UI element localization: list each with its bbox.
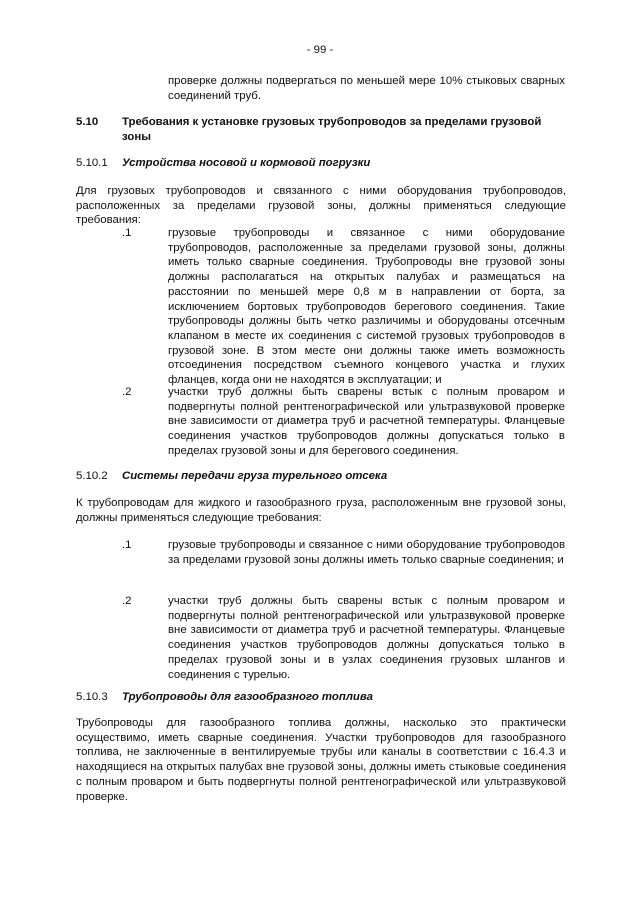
section-number: 5.10 [76, 116, 99, 128]
list-item: грузовые трубопроводы и связанное с ними оборудование трубопроводов, расположенные за пределами грузовой зоны, должны иметь только сварные соединения. Трубопроводы вне грузовой зоны должны располагаться на открытых палубах и размещаться на расстоянии по меньшей мере 0,8 м в направлении от борта, за исключением бортовых трубопроводов берегового соединения. Такие трубопроводы должны быть четко различимы и оборудованы отсечным клапаном в месте их соединения с системой грузовых трубопроводов в грузовой зоне. В этом месте они должны также иметь возможность отсоединения посредством съемного концевого участка и глухих фланцев, когда они не находятся в эксплуатации; и [168, 227, 565, 387]
subsection-title: Системы передачи груза турельного отсека [122, 470, 388, 482]
list-item-number: .1 [122, 227, 132, 239]
list-item: участки труб должны быть сварены встык с полным проваром и подвергнуты полной рентгенографической или ультразвуковой проверке вне зависимости от диаметра труб и расчетной температуры. Фланцевые соединения участков трубопроводов должны допускаться только в пределах грузовой зоны и в узлах соединения грузовых шлангов и соединения с турелью. [168, 595, 565, 681]
subsection-title: Устройства носовой и кормовой погрузки [122, 157, 371, 169]
section-title: Требования к установке грузовых трубопроводов за пределами грузовой зоны [122, 116, 542, 143]
paragraph: Трубопроводы для газообразного топлива должны, насколько это практически осуществимо, иметь сварные соединения. Участки трубопроводов для газообразного топлива, не заключенные в вентилируемые трубы или каналы в соответствии с 16.4.3 и находящиеся на открытых палубах вне грузовой зоны, должны иметь стыковые соединения с полным проваром и быть подвергнуты полной рентгенографической или ультразвуковой проверке. [76, 717, 566, 803]
list-item-number: .2 [122, 595, 132, 607]
intro-continuation: проверке должны подвергаться по меньшей мере 10% стыковых сварных соединений труб. [168, 75, 565, 102]
subsection-number: 5.10.2 [76, 470, 108, 482]
list-item: участки труб должны быть сварены встык с полным проваром и подвергнуты полной рентгенографической или ультразвуковой проверке вне зависимости от диаметра труб и расчетной температуры. Фланцевые соединения участков трубопроводов должны допускаться только в пределах грузовой зоны и для берегового соединения. [168, 386, 565, 457]
list-item-number: .2 [122, 386, 132, 398]
subsection-number: 5.10.3 [76, 691, 108, 703]
paragraph: Для грузовых трубопроводов и связанного с ними оборудования трубопроводов, расположенных за пределами грузовой зоны, должны применяться следующие требования: [76, 185, 566, 227]
list-item: грузовые трубопроводы и связанное с ними оборудование трубопроводов за пределами грузовой зоны должны иметь только сварные соединения; и [168, 539, 565, 566]
subsection-number: 5.10.1 [76, 157, 108, 169]
paragraph: К трубопроводам для жидкого и газообразного груза, расположенным вне грузовой зоны, должны применяться следующие требования: [76, 497, 566, 524]
page-number: - 99 - [306, 44, 334, 56]
list-item-number: .1 [122, 539, 132, 551]
subsection-title: Трубопроводы для газообразного топлива [122, 691, 373, 703]
